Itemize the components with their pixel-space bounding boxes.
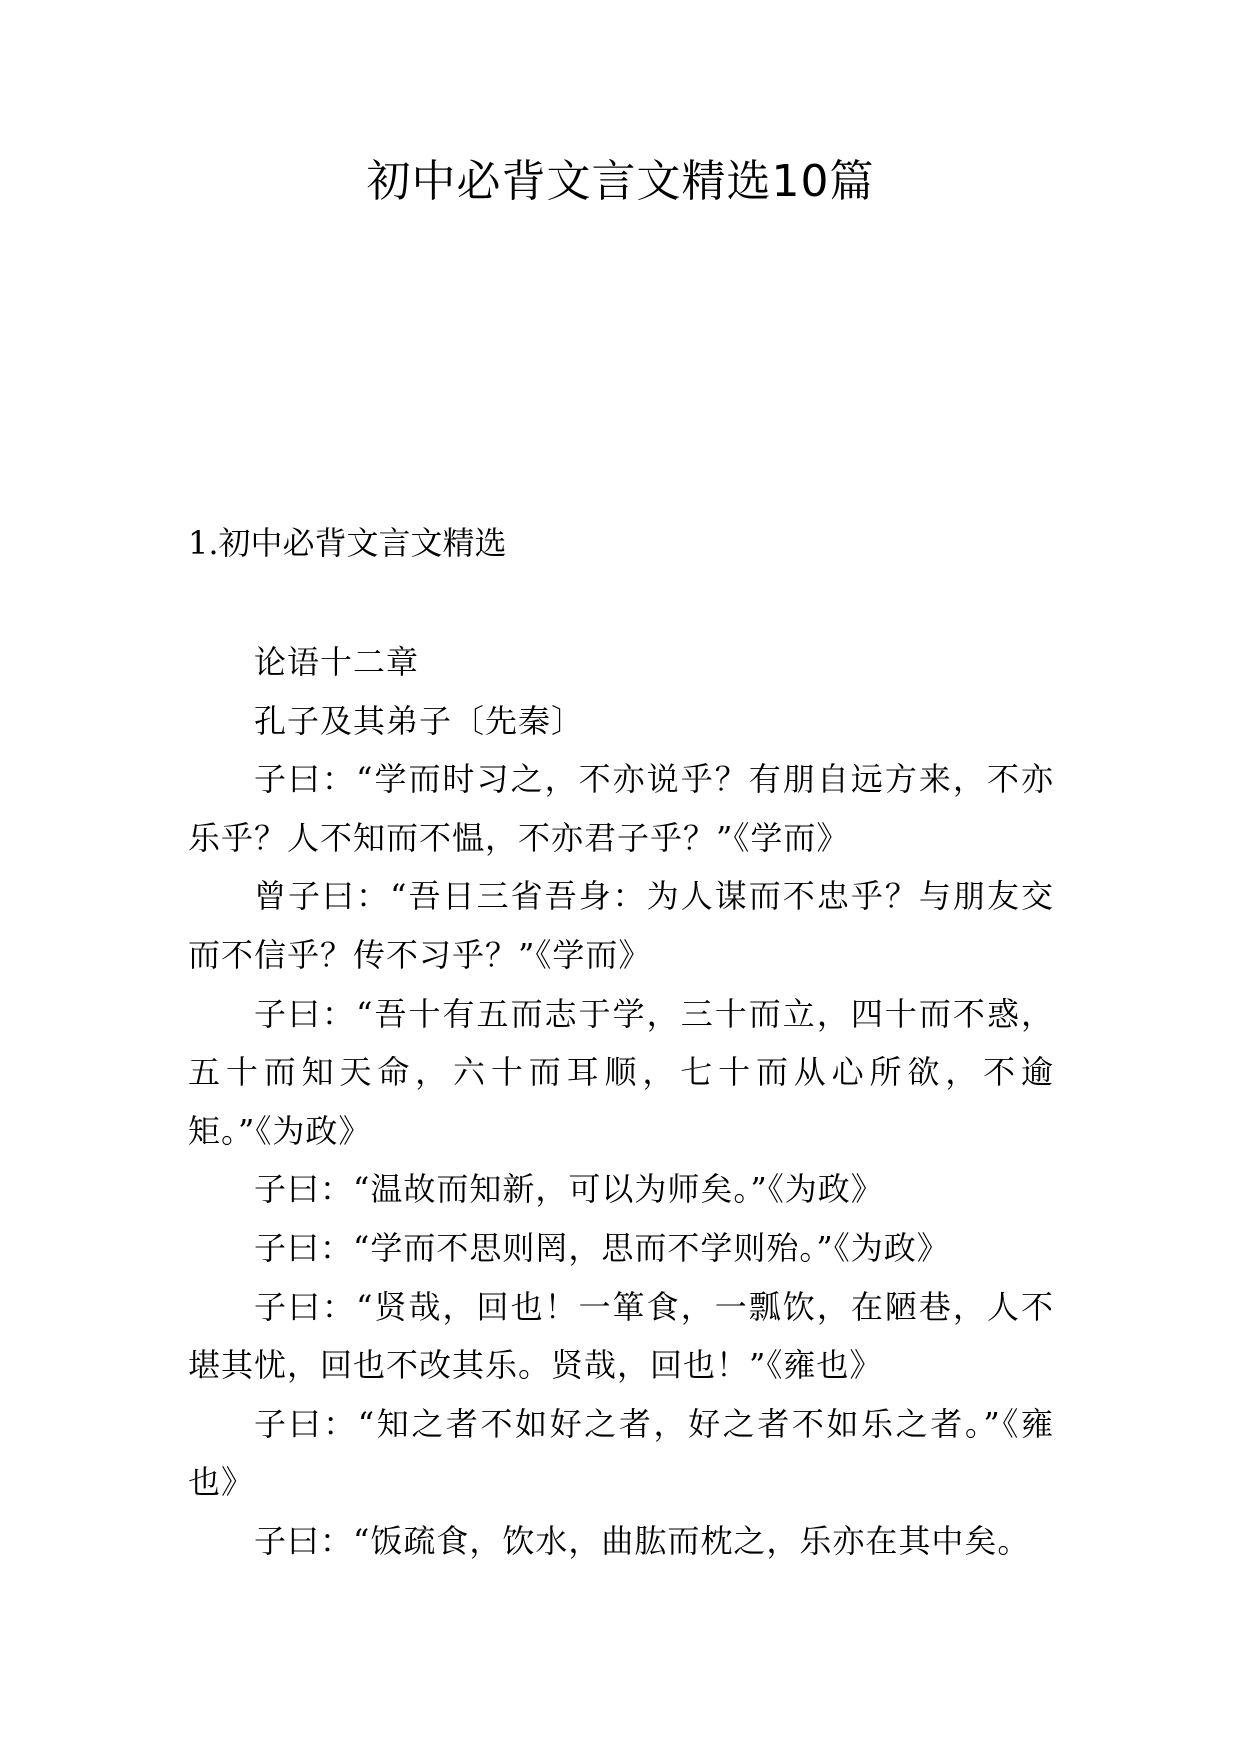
paragraph: 子曰：“学而不思则罔，思而不学则殆。”《为政》: [254, 1228, 950, 1267]
paragraph: 子曰：“温故而知新，可以为师矣。”《为政》: [254, 1170, 884, 1209]
paragraph: 子曰：“学而时习之，不亦说乎？有朋自远方来，不亦乐乎？人不知而不愠，不亦君子乎？”《学而》: [188, 760, 1054, 857]
section-heading: 1.初中必背文言文精选: [188, 524, 507, 562]
paragraph: 子曰：“知之者不如好之者，好之者不如乐之者。”《雍也》: [188, 1404, 1054, 1502]
paragraph-author: 孔子及其弟子〔先秦〕: [254, 701, 585, 740]
paragraph: 曾子曰：“吾日三省吾身：为人谋而不忠乎？与朋友交而不信乎？传不习乎？”《学而》: [188, 877, 1054, 974]
paragraph: 子曰：“吾十有五而志于学，三十而立，四十而不惑，五十而知天命，六十而耳顺，七十而从心所欲，不逾矩。”《为政》: [188, 994, 1054, 1150]
paragraph: 子曰：“饭疏食，饮水，曲肱而枕之，乐亦在其中矣。: [254, 1521, 1031, 1560]
document-title: 初中必背文言文精选10篇: [366, 156, 875, 207]
paragraph-chapter-title: 论语十二章: [254, 643, 420, 681]
body-text: [188, 633, 1054, 1571]
paragraph: 子曰：“贤哉，回也！一箪食，一瓢饮，在陋巷，人不堪其忧，回也不改其乐。贤哉，回也！”《雍也》: [188, 1287, 1054, 1385]
